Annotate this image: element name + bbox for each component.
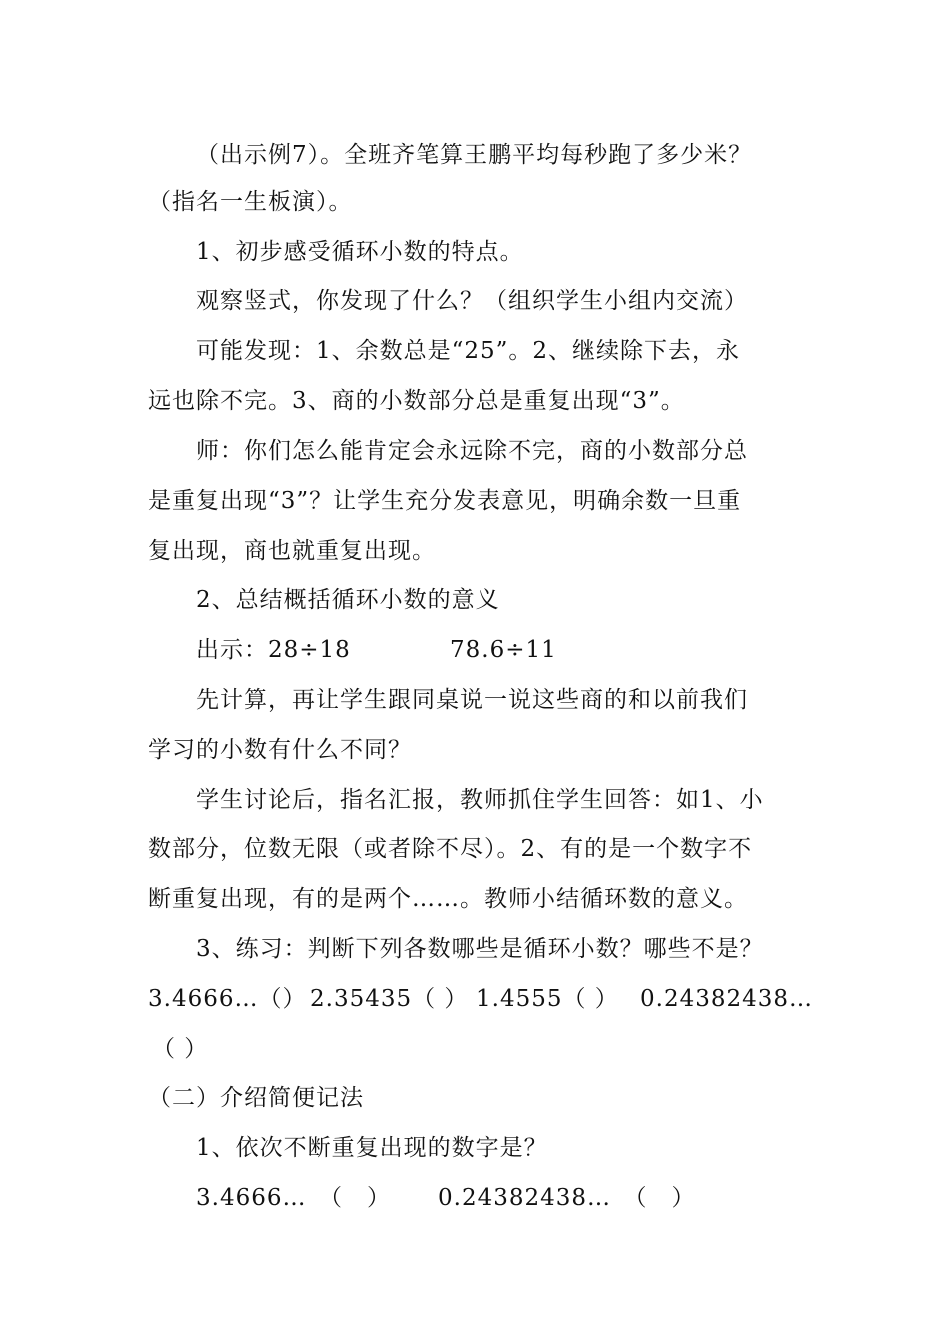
section-heading: （二）介绍简便记法: [148, 1085, 364, 1111]
exercise-item-3: 1.4555（ ）: [476, 986, 619, 1012]
text-line-21: 1、依次不断重复出现的数字是？: [196, 1135, 548, 1161]
exercise-item-2: 2.35435（ ）: [310, 986, 469, 1012]
text-line-13: 学习的小数有什么不同？: [148, 737, 412, 763]
text-line-12: 先计算，再让学生跟同桌说一说这些商的和以前我们: [196, 687, 748, 713]
exercise-item-4-blank: （ ）: [152, 1036, 209, 1062]
exercise-item-1: 3.4666…（）: [148, 986, 307, 1012]
text-line-6: 远也除不完。3、商的小数部分总是重复出现“3”。: [148, 388, 685, 414]
text-line-4: 观察竖式，你发现了什么？（组织学生小组内交流）: [196, 288, 748, 314]
notation-item-2: 0.24382438… （ ）: [438, 1185, 696, 1211]
text-line-8: 是重复出现“3”？让学生充分发表意见，明确余数一旦重: [148, 488, 742, 514]
text-line-14: 学生讨论后，指名汇报，教师抓住学生回答：如1、小: [196, 787, 764, 813]
text-line-5: 可能发现：1、余数总是“25”。2、继续除下去，永: [196, 338, 741, 364]
text-line-9: 复出现，商也就重复出现。: [148, 538, 436, 564]
text-line-2: （指名一生板演）。: [148, 189, 353, 215]
text-line-10: 2、总结概括循环小数的意义: [196, 587, 500, 613]
text-line-11a: 出示：28÷18: [196, 637, 351, 663]
text-line-16: 断重复出现，有的是两个……。教师小结循环数的意义。: [148, 886, 748, 912]
text-line-15: 数部分，位数无限（或者除不尽）。2、有的是一个数字不: [148, 836, 753, 862]
text-line-11b: 78.6÷11: [450, 637, 557, 663]
text-line-17: 3、练习：判断下列各数哪些是循环小数？哪些不是？: [196, 936, 764, 962]
exercise-item-4: 0.24382438…: [640, 986, 814, 1012]
text-line-7: 师：你们怎么能肯定会永远除不完，商的小数部分总: [196, 438, 748, 464]
text-line-1: （出示例7）。全班齐笔算王鹏平均每秒跑了多少米？: [196, 142, 753, 168]
text-line-3: 1、初步感受循环小数的特点。: [196, 239, 524, 265]
notation-item-1: 3.4666… （ ）: [196, 1185, 391, 1211]
